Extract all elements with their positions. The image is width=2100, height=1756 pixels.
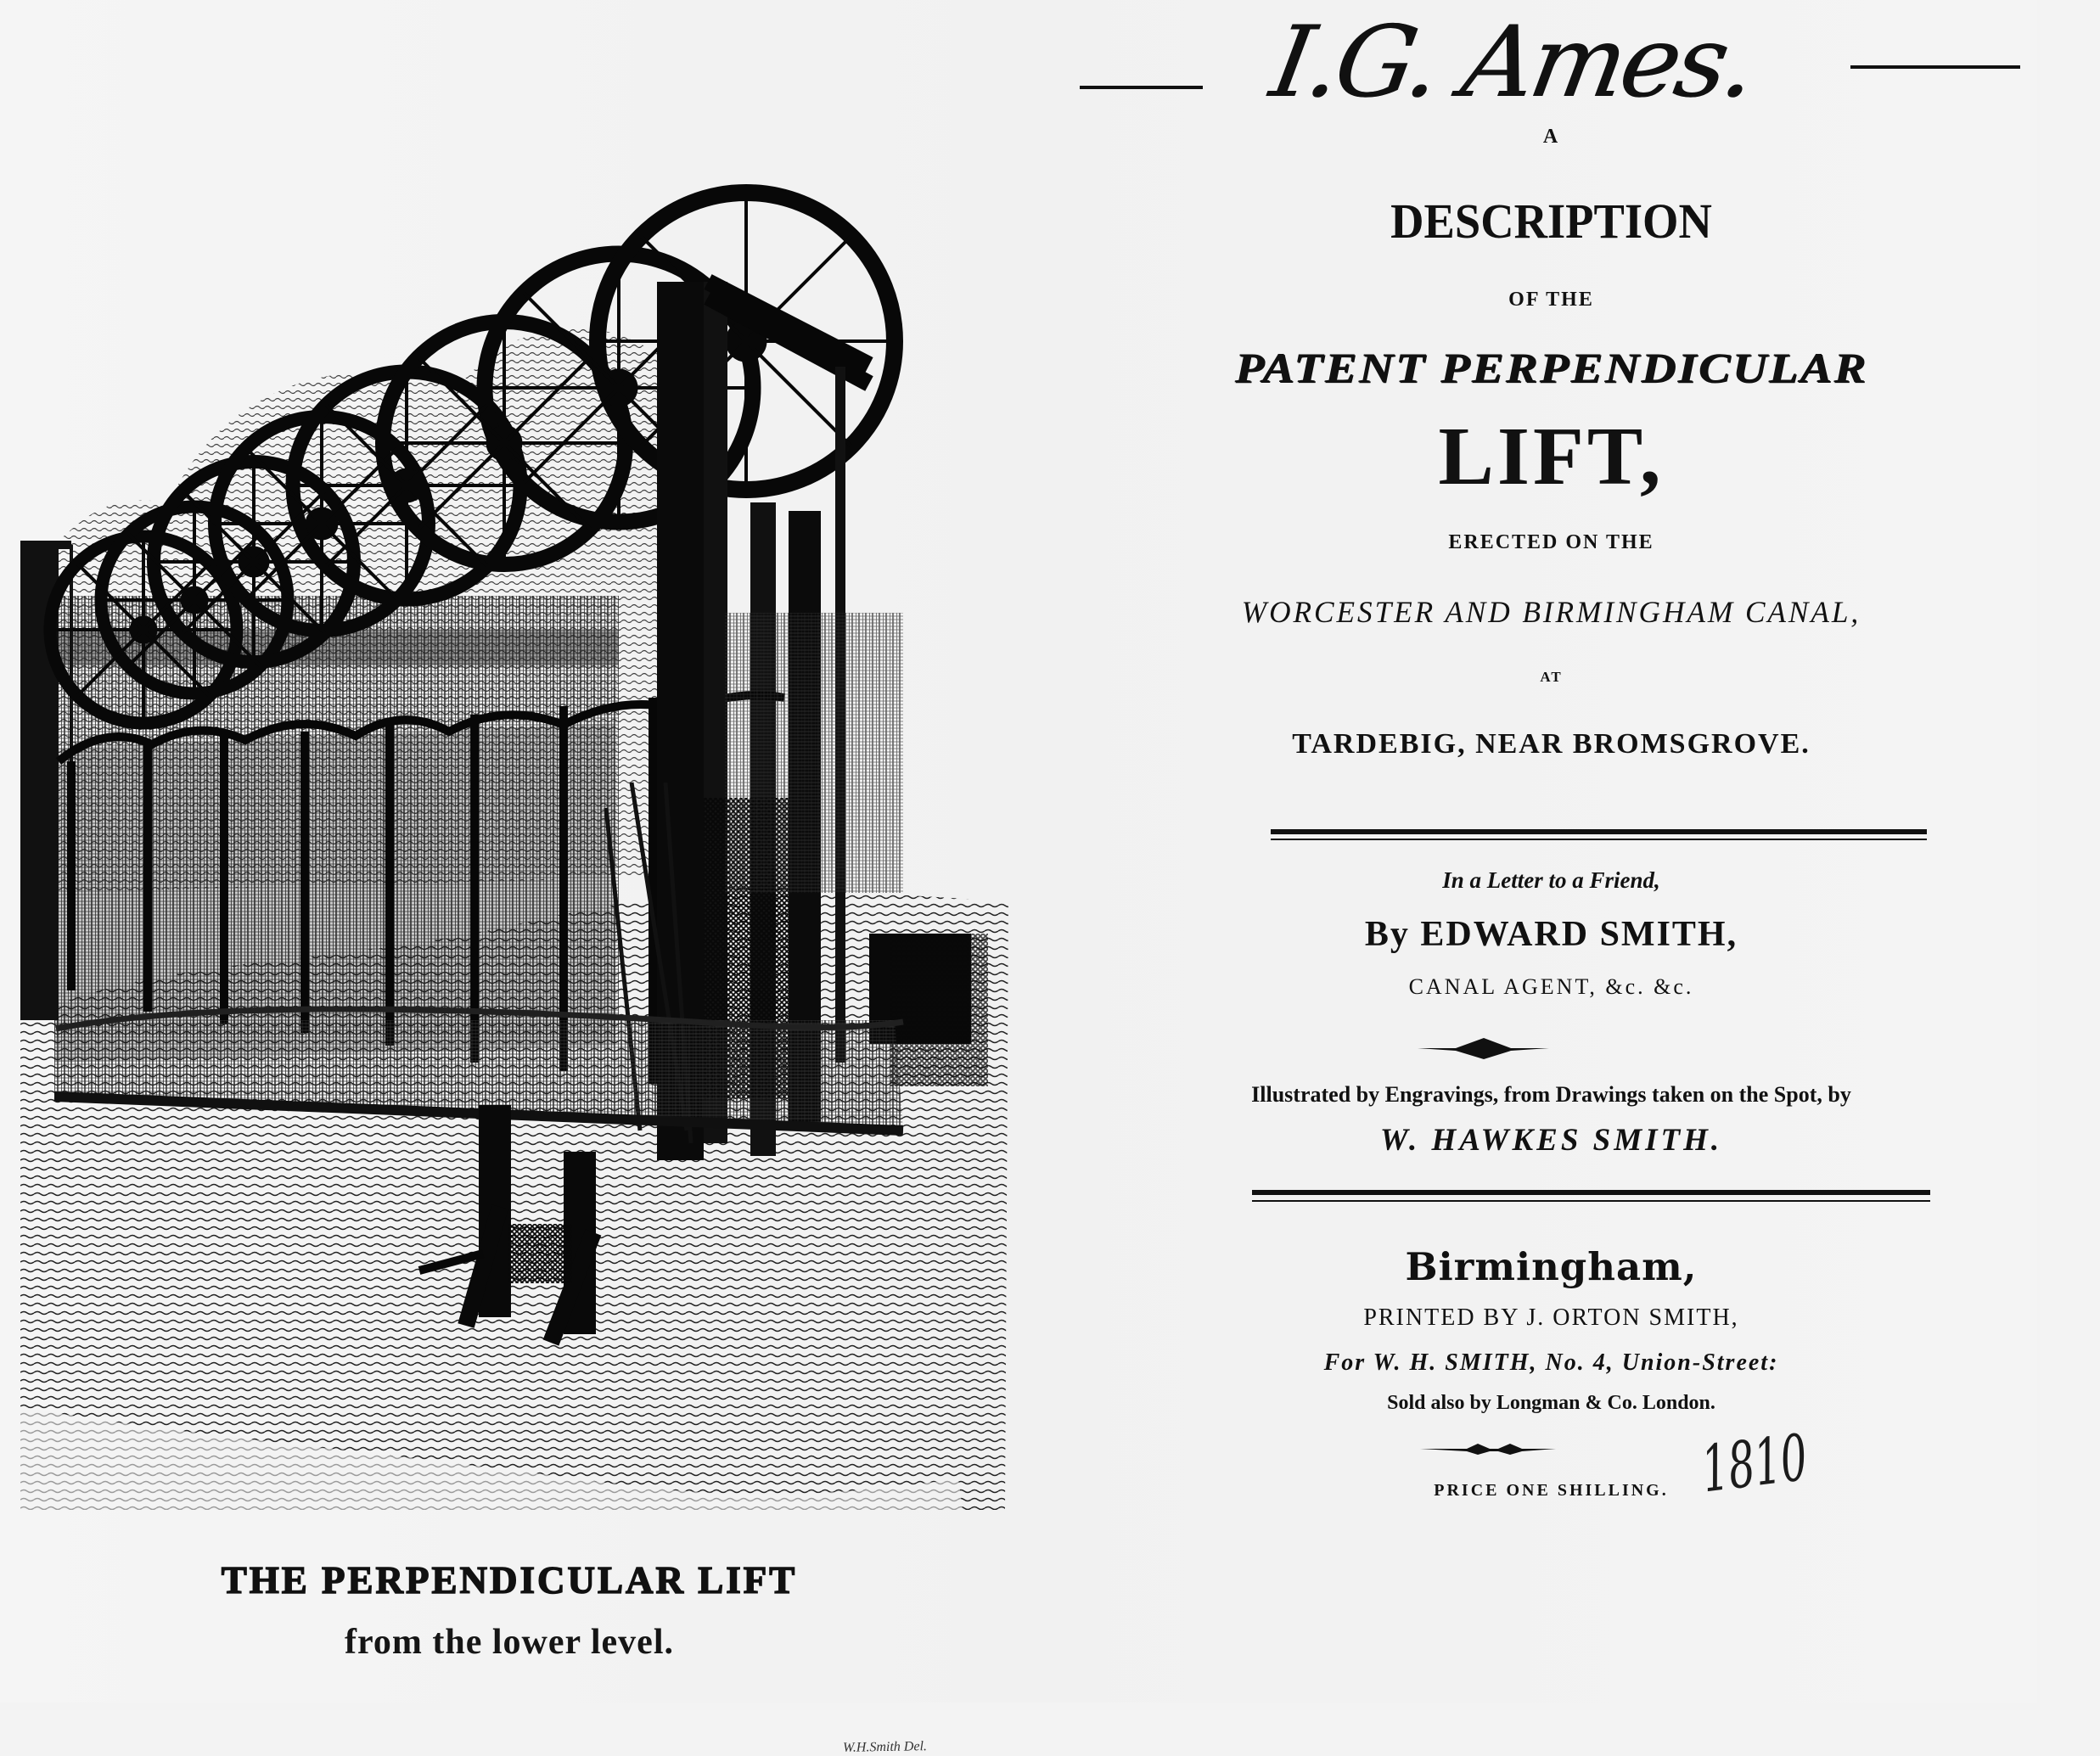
diamond-ornament bbox=[1418, 1035, 1549, 1061]
at-line: AT bbox=[1540, 669, 1563, 685]
imprint-city: Birmingham, bbox=[1405, 1244, 1698, 1289]
canal-line: WORCESTER AND BIRMINGHAM CANAL, bbox=[1241, 595, 1861, 629]
author-role-line: CANAL AGENT, &c. &c. bbox=[1408, 974, 1694, 999]
handwritten-year: 1810 bbox=[1698, 1419, 1811, 1507]
engraving-svg bbox=[20, 282, 1008, 1510]
double-rule-top-b bbox=[1271, 839, 1927, 840]
double-rule-bottom-b bbox=[1252, 1200, 1930, 1202]
caption-title: THE PERPENDICULAR LIFT bbox=[221, 1559, 798, 1602]
double-rule-bottom-a bbox=[1252, 1190, 1930, 1195]
title-article: A bbox=[1542, 126, 1560, 148]
location-line: TARDEBIG, NEAR BROMSGROVE. bbox=[1292, 728, 1811, 760]
author-line: By EDWARD SMITH, bbox=[1364, 915, 1738, 954]
small-ornament bbox=[1420, 1440, 1556, 1457]
printer-line: PRINTED BY J. ORTON SMITH, bbox=[1363, 1304, 1739, 1331]
caption-subtitle: from the lower level. bbox=[345, 1623, 674, 1662]
double-rule-top-a bbox=[1271, 829, 1927, 834]
signature-left-rule bbox=[1080, 86, 1203, 89]
publisher-line: For W. H. SMITH, No. 4, Union-Street: bbox=[1323, 1349, 1779, 1376]
signature-right-rule bbox=[1850, 65, 2020, 69]
title-heading: DESCRIPTION bbox=[1390, 194, 1712, 249]
price-line: PRICE ONE SHILLING. bbox=[1434, 1481, 1669, 1500]
letter-line: In a Letter to a Friend, bbox=[1442, 867, 1660, 893]
illustrated-line: Illustrated by Engravings, from Drawings taken on the Spot, by bbox=[1251, 1082, 1851, 1107]
illustrator-line: W. HAWKES SMITH. bbox=[1379, 1123, 1723, 1158]
owner-signature: I.G. Ames. bbox=[1263, 5, 1762, 120]
engraving-caption bbox=[85, 1558, 934, 1663]
title-of-the: OF THE bbox=[1508, 289, 1594, 311]
title-subject: PATENT PERPENDICULAR bbox=[1234, 344, 1868, 391]
title-page bbox=[1065, 0, 2037, 1703]
erected-line: ERECTED ON THE bbox=[1448, 531, 1654, 553]
title-lift: LIFT, bbox=[1438, 411, 1665, 502]
sold-line: Sold also by Longman & Co. London. bbox=[1387, 1392, 1715, 1414]
engraver-signature: W.H.Smith Del. bbox=[842, 1739, 928, 1755]
